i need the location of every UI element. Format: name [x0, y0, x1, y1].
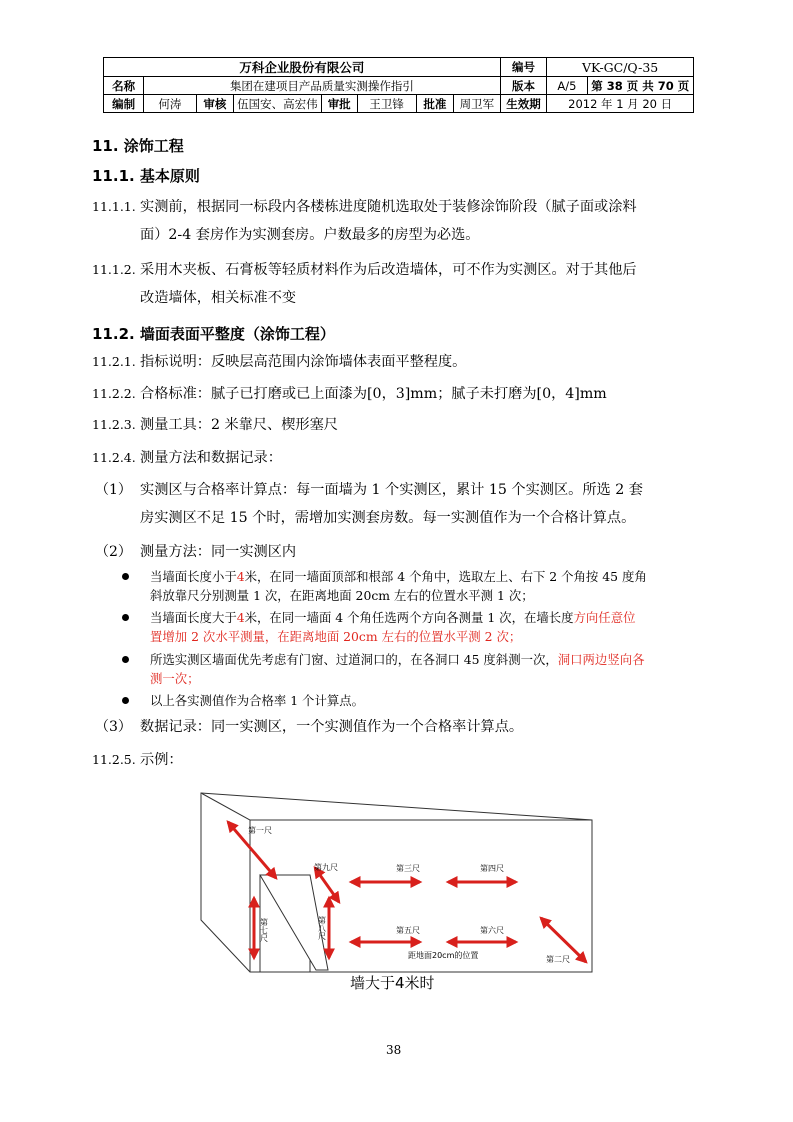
ruler-2-label: 第二尺 [546, 955, 570, 964]
bullet-dot [122, 697, 129, 704]
paragraph-11-1-2 [92, 256, 702, 312]
review-label: 审核 [196, 95, 233, 113]
bullet-text: 当墙面长度大于 [150, 610, 237, 625]
list-text: 测量方法：同一实测区内 [140, 544, 297, 560]
subsection-title-basic: 11.1. 基本原则 [92, 167, 200, 185]
clause-number: 11.2.1. [92, 354, 136, 369]
clause-text: 测量工具：2 米靠尺、楔形塞尺 [140, 417, 338, 433]
clause-number: 11.2.3. [92, 417, 136, 432]
code-value: VK-GC/Q-35 [547, 58, 694, 77]
bullet-text-highlight: 方向任意位 [573, 610, 636, 625]
list-item-2 [95, 538, 705, 566]
list-number: （1） [95, 482, 132, 498]
clause-text: 合格标准：腻子已打磨或已上面漆为[0，3]mm；腻子未打磨为[0，4]mm [140, 386, 607, 402]
paragraph-11-2-4 [92, 444, 702, 472]
figure-caption: 墙大于4米时 [350, 974, 435, 992]
list-text-line: 实测区与合格率计算点：每一面墙为 1 个实测区，累计 15 个实测区。所选 2 套 [140, 482, 643, 498]
bullet-text: 所选实测区墙面优先考虑有门窗、过道洞口的，在各洞口 45 度斜测一次， [150, 652, 558, 667]
reviewer: 伍国安、高宏伟 [234, 95, 322, 113]
bullet-item [122, 650, 702, 688]
clause-number: 11.1.1. [92, 199, 136, 214]
list-text: 数据记录：同一实测区，一个实测值作为一个合格率计算点。 [140, 719, 524, 735]
version-value: A/5 [547, 77, 587, 95]
bullet-text-highlight: 洞口两边竖向各 [557, 652, 645, 667]
page-number: 38 [386, 1043, 402, 1057]
header-table [103, 57, 694, 113]
code-label: 编号 [500, 58, 547, 77]
clause-number: 11.2.5. [92, 752, 136, 767]
bullet-text: 米，在同一墙面 4 个角任选两个方向各测量 1 次，在墙长度 [244, 610, 574, 625]
clause-text: 示例： [140, 752, 183, 768]
bullet-dot [122, 573, 129, 580]
ruler-3-label: 第三尺 [396, 864, 420, 873]
bullet-text-highlight: 4 [236, 569, 245, 584]
clause-text-line: 改造墙体，相关标准不变 [140, 290, 297, 306]
approver: 王卫锋 [357, 95, 416, 113]
list-number: （2） [95, 544, 132, 560]
name-value: 集团在建项目产品质量实测操作指引 [144, 77, 500, 95]
bullet-text: 以上各实测值作为合格率 1 个计算点。 [150, 693, 365, 708]
bullet-item [122, 691, 702, 711]
bullet-text-line-highlight: 测一次； [150, 671, 200, 686]
bullet-item [122, 608, 702, 646]
paragraph-11-2-5 [92, 746, 702, 774]
clause-text-line: 实测前，根据同一标段内各楼栋进度随机选取处于装修涂饰阶段（腻子面或涂料 [140, 199, 637, 215]
ruler-9-arrow [315, 868, 339, 902]
bullet-text: 当墙面长度小于 [150, 569, 237, 584]
bullet-text: 米，在同一墙面顶部和根部 4 个角中，选取左上、右下 2 个角按 45 度角 [244, 569, 647, 584]
bullet-text-line-highlight: 置增加 2 次水平测量，在距离地面 20cm 左右的位置水平测 2 次； [150, 629, 522, 644]
paragraph-11-2-3 [92, 411, 702, 439]
ruler-4-label: 第四尺 [480, 864, 504, 873]
list-item-3 [95, 713, 705, 741]
approve-label: 审批 [321, 95, 357, 113]
ratifier: 周卫军 [454, 95, 501, 113]
clause-text-line: 面）2-4 套房作为实测套房。户数最多的房型为必选。 [140, 227, 480, 243]
bullet-dot [122, 614, 129, 621]
ruler-5-label: 第五尺 [396, 926, 420, 935]
ruler-8-label: 第八尺 [317, 916, 327, 940]
list-number: （3） [95, 719, 132, 735]
paragraph-11-2-2 [92, 380, 702, 408]
clause-number: 11.2.4. [92, 450, 136, 465]
author: 何涛 [144, 95, 196, 113]
ratify-label: 批准 [416, 95, 453, 113]
section-title: 11. 涂饰工程 [92, 137, 184, 155]
clause-text: 指标说明：反映层高范围内涂饰墙体表面平整程度。 [140, 354, 467, 370]
ruler-1-label: 第一尺 [248, 826, 272, 835]
ruler-6-label: 第六尺 [480, 926, 504, 935]
version-label: 版本 [500, 77, 547, 95]
list-text-line: 房实测区不足 15 个时，需增加实测套房数。每一实测值作为一个合格计算点。 [140, 510, 636, 526]
bullet-item [122, 567, 702, 605]
company-name: 万科企业股份有限公司 [104, 58, 501, 77]
ruler-7-label: 第七尺 [259, 918, 269, 942]
list-item-1 [95, 476, 705, 532]
name-label: 名称 [104, 77, 144, 95]
page-of-total: 第 38 页 共 70 页 [587, 77, 693, 95]
paragraph-11-1-1 [92, 193, 702, 249]
side-wall [201, 793, 250, 972]
ground-height-label: 距地面20cm的位置 [408, 951, 479, 960]
effective-date: 2012 年 1 月 20 日 [547, 95, 694, 113]
author-label: 编制 [104, 95, 144, 113]
bullet-text-highlight: 4 [236, 610, 245, 625]
bullet-text-line: 斜放靠尺分别测量 1 次，在距离地面 20cm 左右的位置水平测 1 次； [150, 588, 534, 603]
ruler-9-label: 第九尺 [314, 863, 338, 872]
subsection-title-flatness: 11.2. 墙面表面平整度（涂饰工程） [92, 325, 335, 343]
effective-label: 生效期 [500, 95, 547, 113]
clause-text-line: 采用木夹板、石膏板等轻质材料作为后改造墙体，可不作为实测区。对于其他后 [140, 262, 637, 278]
clause-number: 11.2.2. [92, 386, 136, 401]
paragraph-11-2-1 [92, 348, 702, 376]
wall-measurement-diagram [198, 790, 595, 975]
bullet-dot [122, 656, 129, 663]
clause-text: 测量方法和数据记录： [140, 450, 282, 466]
clause-number: 11.1.2. [92, 262, 136, 277]
